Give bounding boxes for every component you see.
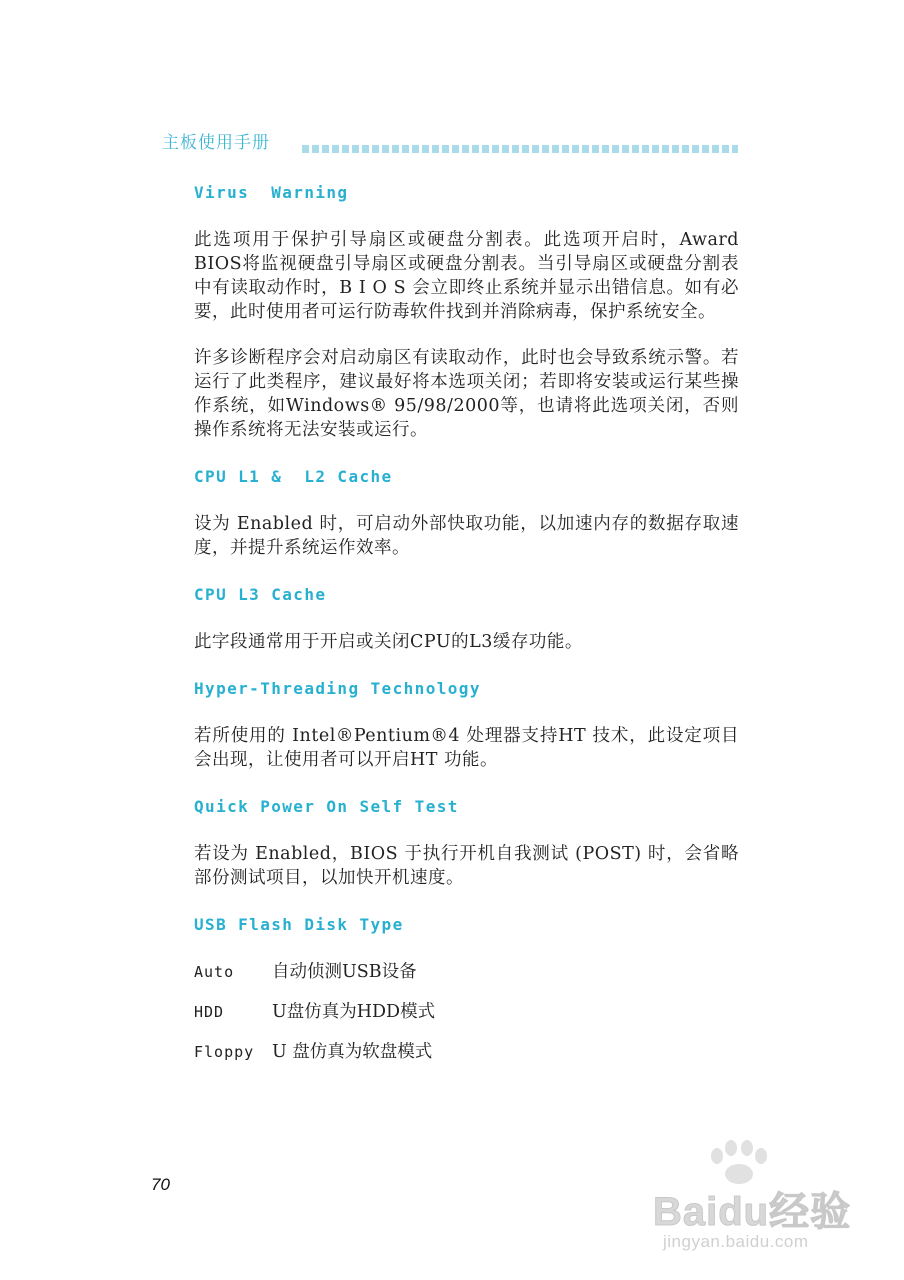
section-heading-cpu-l3-cache: CPU L3 Cache — [194, 585, 327, 604]
manual-content — [194, 180, 739, 1080]
usb-option-floppy — [194, 1040, 739, 1064]
option-key: Auto — [194, 963, 235, 981]
option-key: Floppy — [194, 1043, 255, 1061]
watermark-url: jingyan.baidu.com — [663, 1232, 809, 1251]
section-heading-cpu-l1-l2-cache: CPU L1 & L2 Cache — [194, 467, 393, 486]
virus-warning-paragraph-1: 此选项用于保护引导扇区或硬盘分割表。此选项开启时，Award BIOS将监视硬盘引导扇区或硬盘分割表。当引导扇区或硬盘分割表中有读取动作时，B I O S 会立即终止系统并显示出错信息。如有必要，此时使用者可运行防毒软件找到并消除病毒，保护系统安全。 — [194, 230, 739, 322]
option-key: HDD — [194, 1003, 225, 1021]
header-title: 主板使用手册 — [162, 133, 270, 153]
page-number: 70 — [151, 1175, 170, 1194]
option-desc: U 盘仿真为软盘模式 — [272, 1042, 433, 1062]
baidu-watermark — [645, 1140, 860, 1275]
usb-option-hdd — [194, 1000, 739, 1024]
paw-icon — [703, 1140, 773, 1184]
option-desc: 自动侦测USB设备 — [272, 962, 417, 982]
hyper-threading-paragraph: 若所使用的 Intel®Pentium®4 处理器支持HT 技术，此设定项目会出现，让使用者可以开启HT 功能。 — [194, 726, 739, 770]
section-heading-usb-flash-disk-type: USB Flash Disk Type — [194, 915, 404, 934]
watermark-brand: Baidu经验 — [653, 1190, 852, 1234]
page-header — [162, 131, 742, 157]
section-heading-hyper-threading: Hyper-Threading Technology — [194, 679, 481, 698]
option-desc: U盘仿真为HDD模式 — [272, 1002, 436, 1022]
section-heading-virus-warning: Virus Warning — [194, 183, 349, 202]
header-dotted-rule — [302, 145, 738, 153]
section-heading-quick-post: Quick Power On Self Test — [194, 797, 459, 816]
cpu-l1-l2-paragraph: 设为 Enabled 时，可启动外部快取功能，以加速内存的数据存取速度，并提升系统运作效率。 — [194, 514, 739, 558]
usb-option-auto — [194, 960, 739, 984]
cpu-l3-paragraph: 此字段通常用于开启或关闭CPU的L3缓存功能。 — [194, 632, 583, 652]
quick-post-paragraph: 若设为 Enabled，BIOS 于执行开机自我测试 (POST) 时，会省略部份测试项目，以加快开机速度。 — [194, 844, 739, 888]
virus-warning-paragraph-2: 许多诊断程序会对启动扇区有读取动作，此时也会导致系统示警。若运行了此类程序，建议最好将本选项关闭；若即将安装或运行某些操作系统，如Windows® 95/98/2000等，也请将此选项关闭，否则操作系统将无法安装或运行。 — [194, 348, 739, 440]
